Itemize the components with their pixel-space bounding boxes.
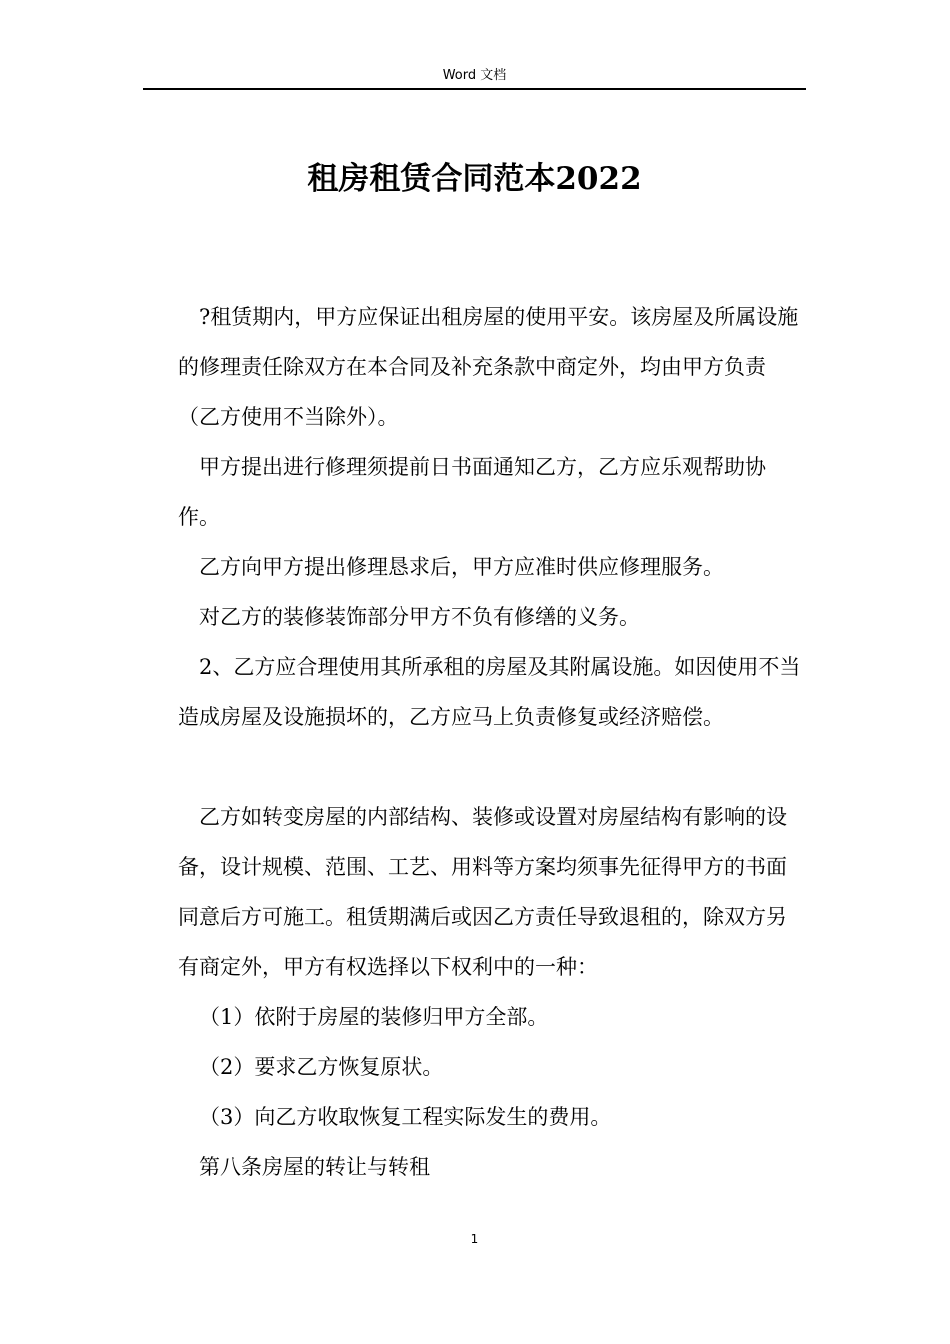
list-item-option-3: （3）向乙方收取恢复工程实际发生的费用。: [199, 1105, 612, 1129]
header-rule: [143, 88, 806, 90]
page-header: Word 文档: [442, 68, 507, 83]
document-body: [178, 292, 803, 1192]
section-heading-article-8: 第八条房屋的转让与转租: [199, 1155, 430, 1179]
list-item-option-2: （2）要求乙方恢复原状。: [199, 1055, 444, 1079]
paragraph-repair-notice: 甲方提出进行修理须提前日书面通知乙方，乙方应乐观帮助协作。: [178, 455, 766, 529]
paragraph-repair-request: 乙方向甲方提出修理恳求后，甲方应准时供应修理服务。: [199, 555, 724, 579]
paragraph-proper-use: 2、乙方应合理使用其所承租的房屋及其附属设施。如因使用不当造成房屋及设施损坏的，乙方应马上负责修复或经济赔偿。: [178, 655, 801, 729]
document-title: 租房租赁合同范本2022: [307, 161, 642, 197]
paragraph-structural-changes: 乙方如转变房屋的内部结构、装修或设置对房屋结构有影响的设备，设计规模、范围、工艺、用料等方案均须事先征得甲方的书面同意后方可施工。租赁期满后或因乙方责任导致退租的，除双方另有商定外，甲方有权选择以下权利中的一种：: [178, 805, 787, 979]
paragraph-spacer: [178, 742, 803, 792]
paragraph-repair-responsibility: ?租赁期内，甲方应保证出租房屋的使用平安。该房屋及所属设施的修理责任除双方在本合同及补充条款中商定外，均由甲方负责（乙方使用不当除外）。: [178, 305, 799, 429]
page-number: 1: [470, 1232, 479, 1246]
paragraph-decoration-exemption: 对乙方的装修装饰部分甲方不负有修缮的义务。: [199, 605, 640, 629]
list-item-option-1: （1）依附于房屋的装修归甲方全部。: [199, 1005, 549, 1029]
